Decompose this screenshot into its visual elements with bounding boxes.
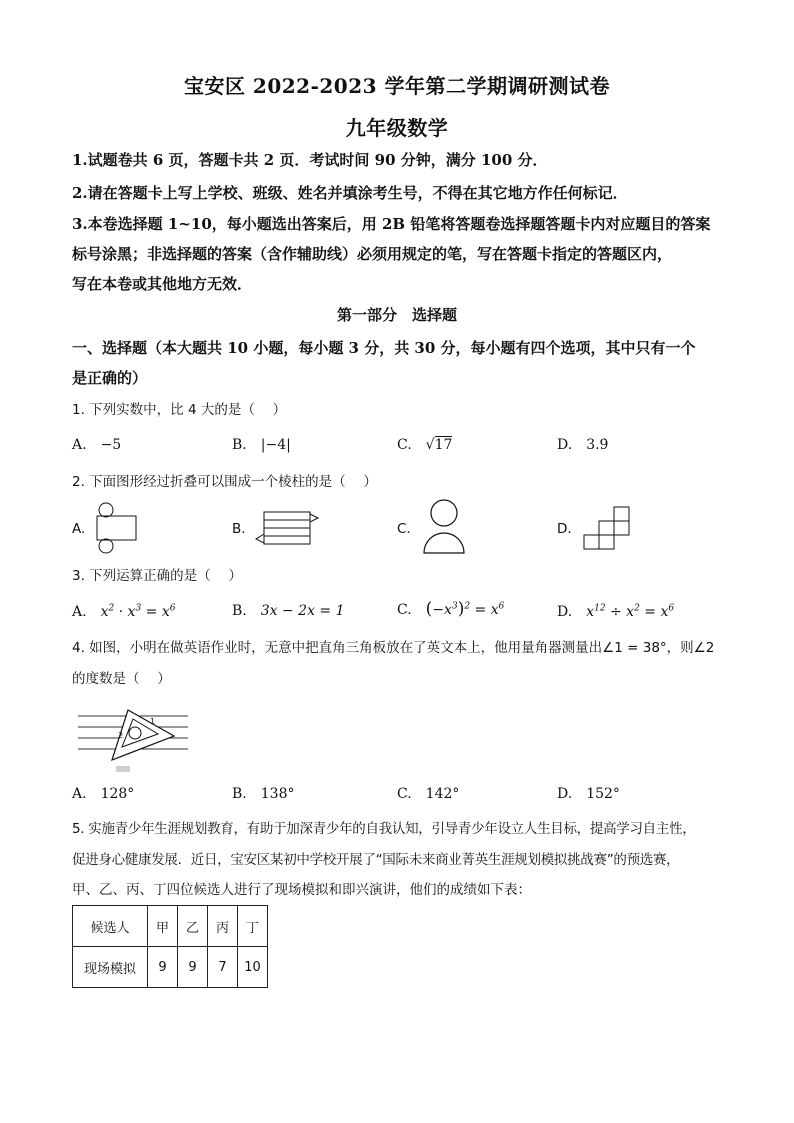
option-value: 138° [260, 786, 295, 802]
q2-option-b-label: B. [232, 521, 246, 537]
q4-figure-notebook-triangle [76, 702, 192, 778]
q3-option-b[interactable] [232, 603, 345, 619]
note-1: 1.试题卷共 6 页，答题卡共 2 页．考试时间 90 分钟，满分 100 分． [72, 151, 548, 169]
table-cell: 9 [148, 947, 178, 988]
table-header-cell: 甲 [148, 906, 178, 947]
option-value: 142° [425, 786, 460, 802]
option-formula: $x^{12} \div x^2 = x^6$ [586, 603, 675, 620]
option-letter: A. [72, 786, 87, 802]
q5-stem-line-1: 5. 实施青少年生涯规划教育，有助于加深青少年的自我认知，引导青少年设立人生目标，提高学习自主性， [72, 821, 696, 837]
q3-stem: 3. 下列运算正确的是（ ） [72, 568, 242, 584]
sqrt-sign: √ [425, 437, 435, 453]
q5-score-table [72, 905, 268, 988]
section-heading-line-1: 一、选择题（本大题共 10 小题，每小题 3 分，共 30 分，每小题有四个选项，其中只有一个 [72, 339, 696, 357]
option-letter: C. [397, 602, 412, 618]
exam-subtitle: 九年级数学 [345, 116, 449, 140]
option-value: 128° [100, 786, 135, 802]
option-value: 152° [586, 786, 620, 802]
q5-stem-line-2: 促进身心健康发展．近日，宝安区某初中学校开展了“国际未来商业菁英生涯规划模拟挑战赛”的预选赛， [72, 852, 680, 868]
q2-option-d-label: D. [557, 521, 572, 537]
section-heading-line-2: 是正确的） [72, 369, 148, 387]
angle-1-label: 1 [150, 717, 156, 726]
option-formula: $x^2 \cdot x^3 = x^6$ [100, 603, 176, 620]
table-header-cell: 丙 [208, 906, 238, 947]
option-value: −5 [100, 437, 122, 453]
q5-stem-line-3: 甲、乙、丙、丁四位候选人进行了现场模拟和即兴演讲，他们的成绩如下表： [72, 882, 531, 898]
q4-stem-line-1: 4. 如图，小明在做英语作业时，无意中把直角三角板放在了英文本上，他用量角器测量出∠1 = 38°，则∠2 [72, 640, 715, 656]
table-header-cell: 乙 [178, 906, 208, 947]
option-letter: C. [397, 437, 412, 453]
table-cell: 现场模拟 [73, 947, 148, 988]
option-formula: $(-x^3)^2 = x^6$ [425, 599, 505, 619]
option-letter: A. [72, 437, 87, 453]
exam-title: 宝安区 2022-2023 学年第二学期调研测试卷 [183, 74, 611, 98]
note-3-line-2: 标号涂黑；非选择题的答案（含作辅助线）必须用规定的笔，写在答题卡指定的答题区内， [72, 245, 673, 263]
q1-option-c[interactable] [397, 437, 452, 453]
part-heading: 第一部分 选择题 [336, 306, 457, 324]
q1-option-d[interactable] [557, 437, 608, 453]
option-letter: C. [397, 786, 412, 802]
option-letter: D. [557, 786, 573, 802]
q2-figure-d[interactable] [582, 505, 632, 551]
table-header-cell: 丁 [238, 906, 268, 947]
option-formula: 3x − 2x = 1 [260, 603, 345, 619]
table-cell: 7 [208, 947, 238, 988]
q1-stem: 1. 下列实数中，比 4 大的是（ ） [72, 402, 287, 418]
table-header-cell: 候选人 [73, 906, 148, 947]
note-2: 2.请在答题卡上写上学校、班级、姓名并填涂考生号，不得在其它地方作任何标记． [72, 184, 628, 202]
option-letter: D. [557, 603, 573, 620]
q4-option-b[interactable] [232, 786, 294, 802]
note-3-line-3: 写在本卷或其他地方无效． [72, 275, 253, 293]
q4-option-c[interactable] [397, 786, 459, 802]
q3-option-c[interactable] [397, 599, 504, 619]
q4-stem-line-2: 的度数是（ ） [72, 671, 171, 687]
q4-option-a[interactable] [72, 786, 134, 802]
table-header-row [73, 906, 268, 947]
q2-figure-a[interactable] [92, 502, 142, 554]
q2-option-a-label: A. [72, 521, 86, 537]
option-letter: B. [232, 437, 247, 453]
option-letter: B. [232, 786, 247, 802]
q1-option-b[interactable] [232, 437, 291, 453]
table-cell: 10 [238, 947, 268, 988]
q2-option-c-label: C. [397, 521, 411, 537]
q2-stem: 2. 下面图形经过折叠可以围成一个棱柱的是（ ） [72, 474, 377, 490]
option-value: 17 [434, 437, 453, 453]
q3-option-a[interactable] [72, 603, 175, 620]
q2-figure-c[interactable] [420, 498, 470, 558]
note-3-line-1: 3.本卷选择题 1~10，每小题选出答案后，用 2B 铅笔将答题卷选择题答题卡内对应题目的答案 [72, 215, 711, 233]
q1-option-a[interactable] [72, 437, 121, 453]
q4-option-d[interactable] [557, 786, 620, 802]
option-value: |−4| [260, 437, 291, 453]
angle-2-label: 2 [118, 731, 124, 740]
table-row [73, 947, 268, 988]
option-value: 3.9̇ [586, 437, 609, 453]
table-cell: 9 [178, 947, 208, 988]
option-letter: B. [232, 603, 247, 619]
q2-figure-b[interactable] [252, 508, 320, 548]
q3-option-d[interactable] [557, 603, 674, 620]
option-letter: A. [72, 603, 87, 620]
option-letter: D. [557, 437, 573, 453]
